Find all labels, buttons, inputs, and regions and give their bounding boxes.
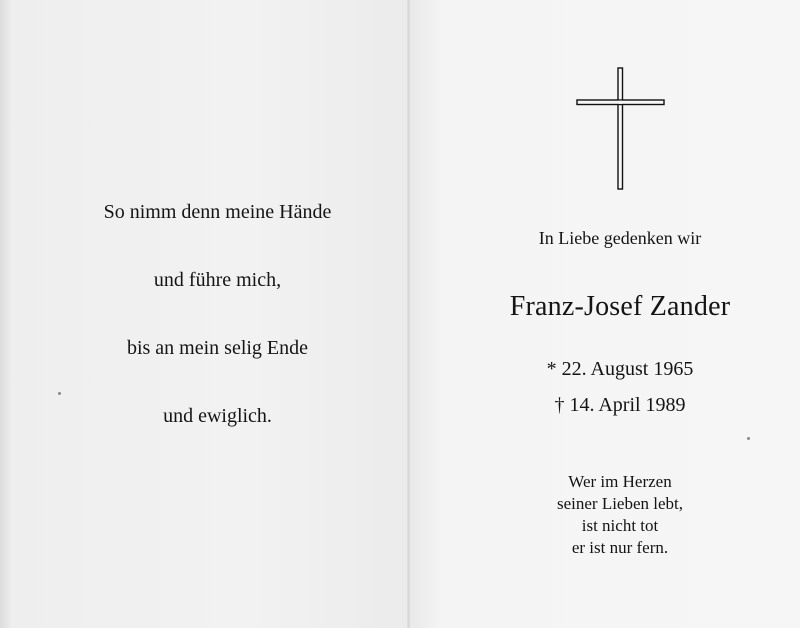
saying-line-2: seiner Lieben lebt, <box>556 494 684 513</box>
paper-speck <box>58 392 61 395</box>
paper-shadow <box>0 0 12 628</box>
birth-date: * 22. August 1965 <box>546 358 694 380</box>
verse-line-4: und ewiglich. <box>163 405 272 427</box>
verse-line-3: bis an mein selig Ende <box>126 337 309 359</box>
deceased-name: Franz-Josef Zander <box>509 291 731 322</box>
saying-line-3: ist nicht tot <box>581 516 659 535</box>
saying-line-4: er ist nur fern. <box>571 538 669 557</box>
death-date: † 14. April 1989 <box>554 394 686 416</box>
verse-line-2: und führe mich, <box>153 269 282 291</box>
saying-line-1: Wer im Herzen <box>568 472 672 491</box>
memorial-intro: In Liebe gedenken wir <box>538 228 702 248</box>
paper-speck <box>747 437 750 440</box>
verse-line-1: So nimm denn meine Hände <box>103 201 332 223</box>
cross-icon <box>576 67 666 190</box>
